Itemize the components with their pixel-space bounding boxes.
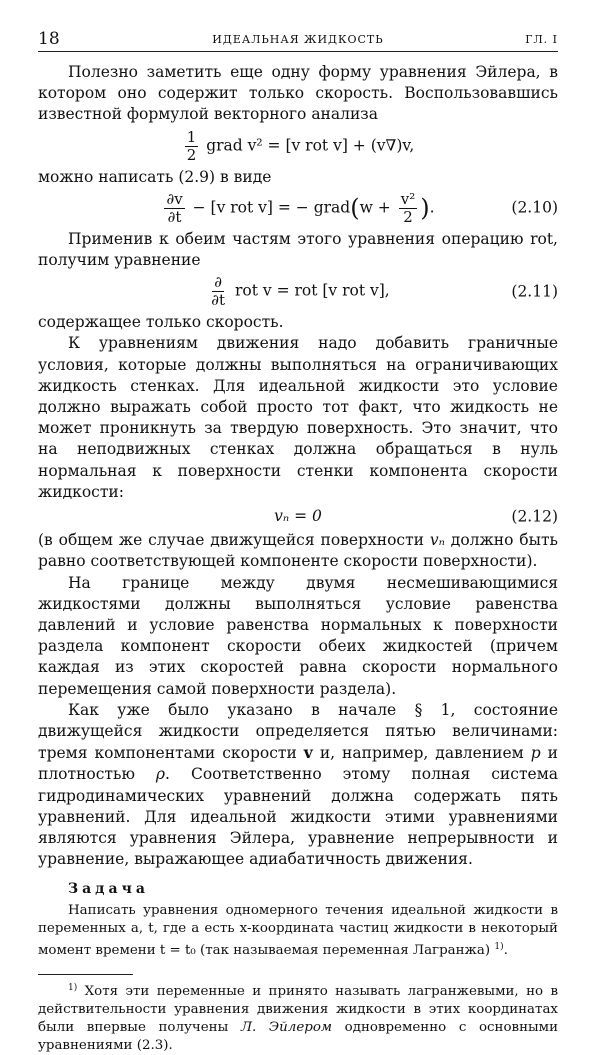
footnote: $^{1)}$ Хотя эти переменные и принято называть лагранжевыми, но в действительности уравнения движения жидкости в этих координатах были впервые получены Л. Эйлером одновременно с основными уравнениями (2.3). bbox=[38, 982, 558, 1053]
symbol-rho: ρ bbox=[155, 765, 166, 784]
equation-2-10-w: w + bbox=[359, 198, 391, 217]
running-title: ИДЕАЛЬНАЯ ЖИДКОСТЬ bbox=[212, 33, 384, 46]
paragraph-6: (в общем же случае движущейся поверхности vₙ должно быть равно соответствующей компоненте скорости поверхности). bbox=[38, 531, 558, 571]
symbol-vn: vₙ bbox=[429, 531, 445, 550]
equation-grad bbox=[38, 129, 558, 164]
fraction-d-dt: $\frac{\partial}{\partial t}$ bbox=[211, 273, 226, 310]
page-number: 18 bbox=[38, 29, 60, 49]
footnote-ref: 1) bbox=[494, 941, 504, 952]
page-body bbox=[38, 62, 558, 1055]
equation-grad-text: grad v² = [v rot v] + (v∇)v, bbox=[206, 136, 415, 155]
chapter-label: ГЛ. I bbox=[525, 33, 558, 46]
paragraph-3: Применив к обеим частям этого уравнения операцию rot, получим уравнение bbox=[38, 229, 558, 270]
equation-2-11-text: rot v = rot [v rot v], bbox=[234, 281, 390, 300]
paragraph-5: К уравнениям движения надо добавить граничные условия, которые должны выполняться на ограничивающих жидкость стенках. Для идеальной жидкости это условие должно выражать собой просто тот факт, что жидкость не может проникнуть за твердую поверхность. Это значит, что на неподвижных стенках должна обращаться в нуль нормальная к поверхности стенки компонента скорости жидкости: bbox=[38, 334, 558, 501]
equation-2-12 bbox=[38, 506, 558, 527]
fraction-dv-dt: $\frac{\partial v}{\partial t}$ bbox=[166, 189, 183, 226]
symbol-p: p bbox=[530, 744, 541, 763]
equation-2-12-text: vₙ = 0 bbox=[274, 507, 322, 526]
equation-number-2-12: (2.12) bbox=[511, 507, 558, 526]
footnote-marker: 1) bbox=[68, 982, 78, 993]
paragraph-7: На границе между двумя несмешивающимися жидкостями должны выполняться условие равенства давлений и условие равенства нормальных к поверхности раздела компонент скорости обеих жидкостей (причем каждая из этих скоростей равна скорости нормального перемещения самой поверхности раздела). bbox=[38, 573, 558, 698]
equation-number-2-11: (2.11) bbox=[511, 282, 558, 301]
task-heading: Задача bbox=[68, 880, 149, 897]
footnote-rule bbox=[38, 974, 133, 975]
equation-2-11 bbox=[38, 274, 558, 309]
paragraph-1: Полезно заметить еще одну форму уравнения Эйлера, в котором оно содержит только скорость. Воспользовавшись известной формулой векторного анализа bbox=[38, 63, 558, 124]
task-text: Написать уравнения одномерного течения идеальной жидкости в переменных a, t, где a есть x-координата частиц жидкости в некоторый момент времени t = t₀ (так называемая переменная Лагранжа) $^{1)}$. bbox=[38, 902, 558, 958]
equation-2-10: $\frac{\partial v}{\partial t}$ − [v rot v] = − grad(w + $\frac{\text{v²}}{2}$ ). (2.10) bbox=[166, 189, 558, 226]
equation-2-10-middle: − [v rot v] = − grad bbox=[192, 198, 351, 217]
symbol-v: v bbox=[303, 743, 313, 763]
paragraph-4: содержащее только скорость. bbox=[38, 313, 284, 332]
equation-number-2-10: (2.10) bbox=[511, 198, 558, 217]
fraction-half: $\frac{1}{2}$ bbox=[186, 127, 197, 164]
paragraph-2: можно написать (2.9) в виде bbox=[38, 167, 272, 186]
fraction-v2-2: $\frac{\text{v²}}{2}$ bbox=[400, 189, 416, 226]
header-rule bbox=[38, 51, 558, 52]
page-header bbox=[38, 29, 558, 51]
footnote-author: Л. Эйлером bbox=[240, 1019, 332, 1035]
paragraph-8: Как уже было указано в начале § 1, состояние движущейся жидкости определяется пятью величинами: тремя компонентами скорости v и, например, давлением p и плотностью ρ. Соответственно этому полная система гидродинамических уравнений должна содержать пять уравнений. Для идеальной жидкости этими уравнениями являются уравнения Эйлера, уравнение непрерывности и уравнение, выражающее адиабатичность движения. bbox=[38, 700, 558, 869]
